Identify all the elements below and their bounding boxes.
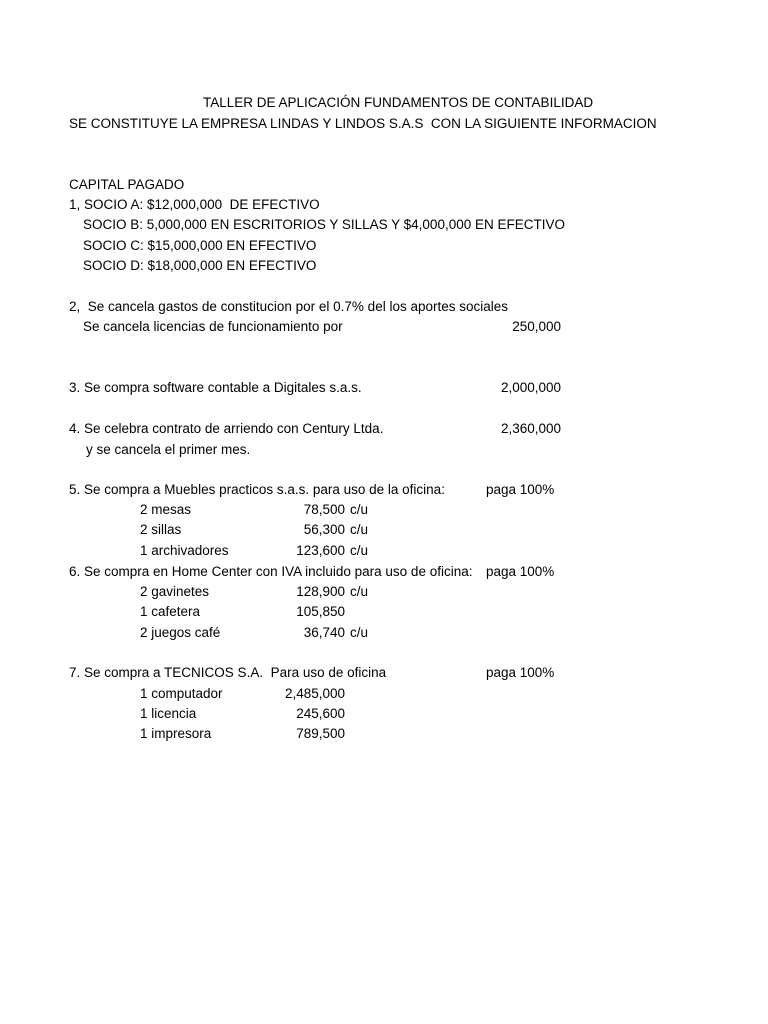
item7-row-amount: 2,485,000: [284, 686, 345, 701]
item7-row-amount: 245,600: [296, 706, 345, 721]
item6-row-unit: c/u: [350, 584, 369, 599]
item3-amount: 2,000,000: [500, 380, 561, 395]
item4-line2: y se cancela el primer mes.: [86, 442, 251, 457]
socio-a-line: 1, SOCIO A: $12,000,000 DE EFECTIVO: [69, 197, 320, 212]
item2-line1: 2, Se cancela gastos de constitucion por el 0.7% del los aportes sociales: [69, 299, 509, 314]
item2-amount: 250,000: [512, 319, 561, 334]
item5-row-desc: 2 mesas: [140, 502, 192, 517]
document-subtitle: SE CONSTITUYE LA EMPRESA LINDAS Y LINDOS S.A.S CON LA SIGUIENTE INFORMACION: [69, 116, 657, 131]
item7-row-desc: 1 licencia: [140, 706, 197, 721]
item6-row-unit: c/u: [350, 625, 369, 640]
socio-d-line: SOCIO D: $18,000,000 EN EFECTIVO: [83, 258, 317, 273]
item6-payment: paga 100%: [486, 564, 555, 579]
socio-c-line: SOCIO C: $15,000,000 EN EFECTIVO: [83, 238, 317, 253]
item5-row-amount: 123,600: [296, 543, 345, 558]
item5-text: 5. Se compra a Muebles practicos s.a.s. para uso de la oficina:: [69, 482, 445, 497]
item7-text: 7. Se compra a TECNICOS S.A. Para uso de oficina: [69, 665, 387, 680]
item6-row-desc: 1 cafetera: [140, 604, 201, 619]
item5-row-amount: 78,500: [303, 502, 345, 517]
item5-row-desc: 1 archivadores: [140, 543, 229, 558]
item6-row-amount: 36,740: [303, 625, 345, 640]
item5-row-desc: 2 sillas: [140, 522, 182, 537]
item6-row-amount: 128,900: [296, 584, 345, 599]
item2-line2: Se cancela licencias de funcionamiento por: [83, 319, 343, 334]
item6-row-amount: 105,850: [296, 604, 345, 619]
item5-row-unit: c/u: [350, 543, 369, 558]
item5-row-unit: c/u: [350, 502, 369, 517]
capital-heading: CAPITAL PAGADO: [69, 177, 185, 192]
item5-payment: paga 100%: [486, 482, 555, 497]
socio-b-line: SOCIO B: 5,000,000 EN ESCRITORIOS Y SILLAS Y $4,000,000 EN EFECTIVO: [83, 217, 565, 232]
item7-payment: paga 100%: [486, 665, 555, 680]
item4-line1: 4. Se celebra contrato de arriendo con Century Ltda.: [69, 421, 384, 436]
item4-amount: 2,360,000: [500, 421, 561, 436]
item6-text: 6. Se compra en Home Center con IVA incluido para uso de oficina:: [69, 564, 473, 579]
item6-row-desc: 2 juegos café: [140, 625, 221, 640]
item7-row-amount: 789,500: [296, 726, 345, 741]
item3-text: 3. Se compra software contable a Digitales s.a.s.: [69, 380, 362, 395]
item6-row-desc: 2 gavinetes: [140, 584, 210, 599]
item7-row-desc: 1 impresora: [140, 726, 212, 741]
item5-row-amount: 56,300: [303, 522, 345, 537]
document-title: TALLER DE APLICACIÓN FUNDAMENTOS DE CONTABILIDAD: [203, 95, 594, 110]
item5-row-unit: c/u: [350, 522, 369, 537]
item7-row-desc: 1 computador: [140, 686, 223, 701]
